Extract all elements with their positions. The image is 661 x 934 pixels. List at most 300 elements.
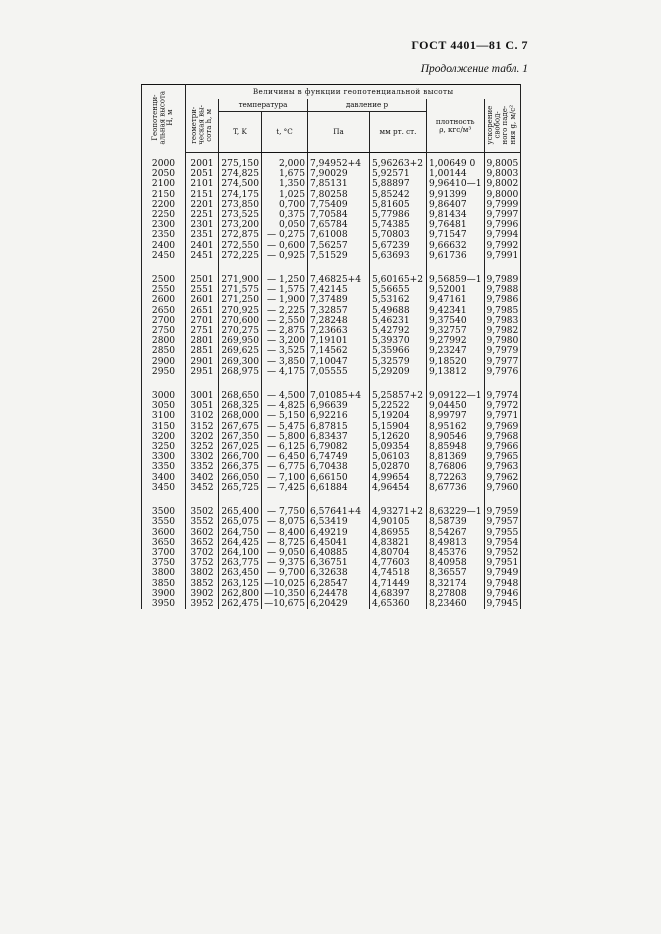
- table-cell: 5,35966: [370, 346, 427, 356]
- table-cell: 8,72263: [427, 473, 485, 483]
- table-cell: — 5,475: [262, 422, 308, 432]
- table-cell: — 0,600: [262, 241, 308, 251]
- table-cell: 3802: [186, 568, 219, 578]
- table-cell: — 3,850: [262, 357, 308, 367]
- table-cell: 9,7986: [484, 295, 521, 305]
- table-cell: — 3,525: [262, 346, 308, 356]
- table-cell: 0,050: [262, 220, 308, 230]
- table-cell: 6,36751: [308, 558, 370, 568]
- table-cell: 5,81605: [370, 200, 427, 210]
- table-cell: 271,250: [219, 295, 262, 305]
- table-cell: 1,025: [262, 190, 308, 200]
- table-cell: 7,28248: [308, 316, 370, 326]
- table-cell: 9,7963: [484, 462, 521, 472]
- table-cell: 8,67736: [427, 483, 485, 493]
- table-row: [142, 401, 521, 411]
- group-spacer: [142, 377, 521, 391]
- table-cell: 4,65360: [370, 599, 427, 609]
- table-cell: 9,13812: [427, 367, 485, 377]
- table-cell: —10,675: [262, 599, 308, 609]
- table-cell: 7,46825+4: [308, 275, 370, 285]
- table-cell: 2401: [186, 241, 219, 251]
- table-cell: 9,7992: [484, 241, 521, 251]
- table-cell: 6,32638: [308, 568, 370, 578]
- spacer-cell: [370, 377, 427, 391]
- table-cell: 8,76806: [427, 462, 485, 472]
- table-cell: 8,27808: [427, 589, 485, 599]
- table-cell: 274,500: [219, 179, 262, 189]
- table-cell: 3952: [186, 599, 219, 609]
- table-cell: 265,075: [219, 517, 262, 527]
- table-cell: 271,900: [219, 275, 262, 285]
- header-gravity-label: ускорение свобод- ного паде- ния g, м/с²: [486, 104, 517, 145]
- table-cell: 2150: [142, 190, 186, 200]
- table-cell: 8,95162: [427, 422, 485, 432]
- table-cell: 9,7976: [484, 367, 521, 377]
- table-cell: — 1,575: [262, 285, 308, 295]
- table-cell: 265,725: [219, 483, 262, 493]
- table-cell: 1,350: [262, 179, 308, 189]
- table-cell: — 0,275: [262, 230, 308, 240]
- table-cell: — 0,925: [262, 251, 308, 261]
- page-header-title: ГОСТ 4401—81 С. 7: [411, 38, 528, 52]
- table-row: [142, 200, 521, 210]
- table-cell: 2651: [186, 306, 219, 316]
- table-cell: 4,68397: [370, 589, 427, 599]
- table-cell: 9,7985: [484, 306, 521, 316]
- table-cell: — 7,425: [262, 483, 308, 493]
- table-cell: 269,300: [219, 357, 262, 367]
- table-cell: 4,86955: [370, 528, 427, 538]
- table-cell: — 8,075: [262, 517, 308, 527]
- table-cell: 7,56257: [308, 241, 370, 251]
- spacer-cell: [142, 377, 186, 391]
- table-cell: 5,09354: [370, 442, 427, 452]
- header-geopotential-height-label: Геопотенци- альная высота H, м: [151, 90, 175, 145]
- table-cell: 9,7977: [484, 357, 521, 367]
- table-cell: 5,63693: [370, 251, 427, 261]
- table-cell: — 2,875: [262, 326, 308, 336]
- table-row: [142, 568, 521, 578]
- spacer-cell: [186, 493, 219, 507]
- table-cell: 5,22522: [370, 401, 427, 411]
- table-cell: 6,74749: [308, 452, 370, 462]
- spacer-cell: [484, 377, 521, 391]
- table-row: [142, 230, 521, 240]
- header-pressure-mmhg: мм рт. ст.: [370, 112, 427, 153]
- table-cell: 7,94952+4: [308, 153, 370, 170]
- table-cell: 9,7999: [484, 200, 521, 210]
- spacer-cell: [142, 493, 186, 507]
- table-cell: 6,40885: [308, 548, 370, 558]
- table-cell: 2450: [142, 251, 186, 261]
- table-row: [142, 316, 521, 326]
- header-pressure-group: давление p: [308, 99, 427, 112]
- table-cell: 3102: [186, 411, 219, 421]
- table-cell: 3152: [186, 422, 219, 432]
- table-cell: 9,8000: [484, 190, 521, 200]
- table-cell: 6,61884: [308, 483, 370, 493]
- table-cell: — 6,125: [262, 442, 308, 452]
- header-geopotential-height: [142, 85, 186, 153]
- table-cell: 3050: [142, 401, 186, 411]
- table-row: [142, 391, 521, 401]
- table-cell: 7,70584: [308, 210, 370, 220]
- table-row: [142, 422, 521, 432]
- spacer-cell: [262, 261, 308, 275]
- table-cell: 266,050: [219, 473, 262, 483]
- spacer-cell: [370, 261, 427, 275]
- table-cell: 9,7997: [484, 210, 521, 220]
- table-row: [142, 190, 521, 200]
- header-pressure-pa: Па: [308, 112, 370, 153]
- table-cell: 3702: [186, 548, 219, 558]
- table-cell: 9,7994: [484, 230, 521, 240]
- table-cell: 9,96410—1: [427, 179, 485, 189]
- table-cell: 9,23247: [427, 346, 485, 356]
- table-cell: 3150: [142, 422, 186, 432]
- table-cell: 5,25857+2: [370, 391, 427, 401]
- table-cell: 9,42341: [427, 306, 485, 316]
- table-cell: 4,71449: [370, 579, 427, 589]
- table-cell: 2000: [142, 153, 186, 170]
- table-cell: 270,275: [219, 326, 262, 336]
- table-cell: 267,350: [219, 432, 262, 442]
- table-cell: 9,7946: [484, 589, 521, 599]
- table-cell: 7,90029: [308, 169, 370, 179]
- table-cell: 274,175: [219, 190, 262, 200]
- table-cell: — 6,450: [262, 452, 308, 462]
- table-cell: 5,29209: [370, 367, 427, 377]
- table-row: [142, 220, 521, 230]
- table-cell: 9,7945: [484, 599, 521, 609]
- table-cell: 9,32757: [427, 326, 485, 336]
- spacer-cell: [427, 493, 485, 507]
- table-row: [142, 210, 521, 220]
- spacer-cell: [308, 377, 370, 391]
- table-cell: 6,20429: [308, 599, 370, 609]
- table-cell: 3902: [186, 589, 219, 599]
- table-cell: 1,00649 0: [427, 153, 485, 170]
- table-cell: 6,57641+4: [308, 507, 370, 517]
- table-cell: 3452: [186, 483, 219, 493]
- table-cell: 2451: [186, 251, 219, 261]
- table-cell: 3202: [186, 432, 219, 442]
- table-cell: 275,150: [219, 153, 262, 170]
- table-cell: 7,05555: [308, 367, 370, 377]
- table-row: [142, 548, 521, 558]
- table-cell: 7,01085+4: [308, 391, 370, 401]
- table-cell: 265,400: [219, 507, 262, 517]
- table-cell: 8,81369: [427, 452, 485, 462]
- header-geometric-height-label: геометри- ческая вы- сота h, м: [189, 104, 213, 145]
- table-cell: 9,7989: [484, 275, 521, 285]
- table-cell: 1,00144: [427, 169, 485, 179]
- table-cell: — 8,400: [262, 528, 308, 538]
- table-cell: 4,80704: [370, 548, 427, 558]
- table-cell: 9,7957: [484, 517, 521, 527]
- table-cell: 4,96454: [370, 483, 427, 493]
- table-row: [142, 579, 521, 589]
- table-cell: 8,32174: [427, 579, 485, 589]
- header-gravity: [484, 99, 521, 153]
- table-cell: 9,7951: [484, 558, 521, 568]
- table-cell: — 1,900: [262, 295, 308, 305]
- table-cell: 2151: [186, 190, 219, 200]
- table-cell: 268,325: [219, 401, 262, 411]
- table-cell: 2351: [186, 230, 219, 240]
- table-cell: 270,925: [219, 306, 262, 316]
- table-cell: 3552: [186, 517, 219, 527]
- table-cell: 9,7969: [484, 422, 521, 432]
- table-cell: 3100: [142, 411, 186, 421]
- table-cell: 9,76481: [427, 220, 485, 230]
- table-cell: 3700: [142, 548, 186, 558]
- header-density: плотность ρ, кгс/м³: [427, 99, 485, 153]
- table-cell: 4,83821: [370, 538, 427, 548]
- table-cell: 3852: [186, 579, 219, 589]
- table-cell: 2700: [142, 316, 186, 326]
- table-cell: 9,7955: [484, 528, 521, 538]
- table-cell: 2001: [186, 153, 219, 170]
- table-row: [142, 295, 521, 305]
- table-cell: 2551: [186, 285, 219, 295]
- table-cell: 2201: [186, 200, 219, 210]
- table-cell: 9,7965: [484, 452, 521, 462]
- table-cell: 9,7960: [484, 483, 521, 493]
- table-row: [142, 589, 521, 599]
- table-cell: 2800: [142, 336, 186, 346]
- table-cell: 7,80258: [308, 190, 370, 200]
- table-row: [142, 306, 521, 316]
- table-cell: 2,000: [262, 153, 308, 170]
- table-cell: 8,90546: [427, 432, 485, 442]
- table-cell: 5,53162: [370, 295, 427, 305]
- spacer-cell: [308, 261, 370, 275]
- table-cell: — 1,250: [262, 275, 308, 285]
- table-cell: 3000: [142, 391, 186, 401]
- table-cell: 5,92571: [370, 169, 427, 179]
- table-cell: 3800: [142, 568, 186, 578]
- table-cell: 272,875: [219, 230, 262, 240]
- table-row: [142, 346, 521, 356]
- table-row: [142, 452, 521, 462]
- table-cell: — 7,750: [262, 507, 308, 517]
- table-cell: 9,7968: [484, 432, 521, 442]
- table-cell: 5,32579: [370, 357, 427, 367]
- group-spacer: [142, 261, 521, 275]
- table-cell: 7,51529: [308, 251, 370, 261]
- table-cell: 7,19101: [308, 336, 370, 346]
- table-cell: 2600: [142, 295, 186, 305]
- table-cell: 6,53419: [308, 517, 370, 527]
- table-row: [142, 285, 521, 295]
- table-cell: 2350: [142, 230, 186, 240]
- table-cell: 5,70803: [370, 230, 427, 240]
- table-cell: 9,47161: [427, 295, 485, 305]
- table-cell: 264,425: [219, 538, 262, 548]
- table-cell: 263,775: [219, 558, 262, 568]
- table-row: [142, 275, 521, 285]
- table-cell: 2250: [142, 210, 186, 220]
- table-row: [142, 473, 521, 483]
- table-cell: 3900: [142, 589, 186, 599]
- table-row: [142, 558, 521, 568]
- table-cell: 2850: [142, 346, 186, 356]
- table-cell: 1,675: [262, 169, 308, 179]
- table-cell: 3850: [142, 579, 186, 589]
- table-cell: 2051: [186, 169, 219, 179]
- table-cell: 7,42145: [308, 285, 370, 295]
- table-cell: 4,77603: [370, 558, 427, 568]
- table-cell: 269,950: [219, 336, 262, 346]
- table-row: [142, 432, 521, 442]
- table-cell: 4,74518: [370, 568, 427, 578]
- table-cell: 7,23663: [308, 326, 370, 336]
- table-cell: 3752: [186, 558, 219, 568]
- table-cell: 3500: [142, 507, 186, 517]
- table-cell: 2301: [186, 220, 219, 230]
- table-row: [142, 442, 521, 452]
- table-cell: — 4,500: [262, 391, 308, 401]
- table-cell: 0,375: [262, 210, 308, 220]
- table-cell: 9,7982: [484, 326, 521, 336]
- table-cell: 8,45376: [427, 548, 485, 558]
- table-cell: 9,7971: [484, 411, 521, 421]
- table-cell: 5,06103: [370, 452, 427, 462]
- table-row: [142, 367, 521, 377]
- table-cell: 8,23460: [427, 599, 485, 609]
- table-cell: 2951: [186, 367, 219, 377]
- spacer-cell: [427, 261, 485, 275]
- table-cell: 6,70438: [308, 462, 370, 472]
- table-cell: 268,650: [219, 391, 262, 401]
- table-cell: 5,67239: [370, 241, 427, 251]
- table-cell: 8,54267: [427, 528, 485, 538]
- table-cell: 2101: [186, 179, 219, 189]
- table-cell: 9,7979: [484, 346, 521, 356]
- table-cell: 2300: [142, 220, 186, 230]
- table-cell: 2100: [142, 179, 186, 189]
- table-cell: 7,14562: [308, 346, 370, 356]
- header-geometric-height: [186, 99, 219, 153]
- table-cell: — 4,175: [262, 367, 308, 377]
- table-cell: 9,52001: [427, 285, 485, 295]
- table-cell: 5,85242: [370, 190, 427, 200]
- table-row: [142, 462, 521, 472]
- table-row: [142, 538, 521, 548]
- table-cell: 2750: [142, 326, 186, 336]
- table-cell: 3450: [142, 483, 186, 493]
- group-spacer: [142, 493, 521, 507]
- table-cell: — 8,725: [262, 538, 308, 548]
- table-cell: 9,09122—1: [427, 391, 485, 401]
- table-cell: 274,825: [219, 169, 262, 179]
- table-cell: 3950: [142, 599, 186, 609]
- table-cell: 9,7952: [484, 548, 521, 558]
- table-cell: 3600: [142, 528, 186, 538]
- table-cell: 3051: [186, 401, 219, 411]
- table-cell: 9,7948: [484, 579, 521, 589]
- table-cell: 2900: [142, 357, 186, 367]
- table-cell: 9,7954: [484, 538, 521, 548]
- table-cell: 9,7991: [484, 251, 521, 261]
- table-cell: 272,550: [219, 241, 262, 251]
- table-cell: 273,850: [219, 200, 262, 210]
- table-cell: 5,56655: [370, 285, 427, 295]
- table-cell: 3602: [186, 528, 219, 538]
- table-cell: 8,36557: [427, 568, 485, 578]
- table-cell: 6,66150: [308, 473, 370, 483]
- table-cell: 9,91399: [427, 190, 485, 200]
- table-cell: 2550: [142, 285, 186, 295]
- table-cell: 6,96639: [308, 401, 370, 411]
- table-cell: —10,350: [262, 589, 308, 599]
- table-cell: 8,63229—1: [427, 507, 485, 517]
- header-T-kelvin: T, K: [219, 112, 262, 153]
- table-cell: 8,49813: [427, 538, 485, 548]
- table-cell: 3400: [142, 473, 186, 483]
- spacer-cell: [262, 377, 308, 391]
- table-cell: 9,7980: [484, 336, 521, 346]
- table-cell: 267,025: [219, 442, 262, 452]
- table-cell: 9,7949: [484, 568, 521, 578]
- header-t-celsius: t, °C: [262, 112, 308, 153]
- spacer-cell: [219, 261, 262, 275]
- table-cell: — 3,200: [262, 336, 308, 346]
- table-cell: 4,90105: [370, 517, 427, 527]
- table-cell: 268,975: [219, 367, 262, 377]
- table-cell: 2851: [186, 346, 219, 356]
- table-cell: 2950: [142, 367, 186, 377]
- table-cell: 2701: [186, 316, 219, 326]
- table-cell: 270,600: [219, 316, 262, 326]
- table-row: [142, 251, 521, 261]
- header-super: Величины в функции геопотенциальной высоты: [186, 85, 521, 100]
- table-cell: 6,24478: [308, 589, 370, 599]
- table-cell: 272,225: [219, 251, 262, 261]
- table-cell: 3750: [142, 558, 186, 568]
- table-cell: 269,625: [219, 346, 262, 356]
- table-cell: 2501: [186, 275, 219, 285]
- table-row: [142, 241, 521, 251]
- table-row: [142, 326, 521, 336]
- table-cell: 9,8005: [484, 153, 521, 170]
- table-cell: 3352: [186, 462, 219, 472]
- table-cell: 6,28547: [308, 579, 370, 589]
- table-cell: 3300: [142, 452, 186, 462]
- table-cell: 9,86407: [427, 200, 485, 210]
- spacer-cell: [142, 261, 186, 275]
- table-cell: 9,7966: [484, 442, 521, 452]
- atmosphere-table: [141, 84, 521, 609]
- table-cell: — 5,150: [262, 411, 308, 421]
- table-cell: 271,575: [219, 285, 262, 295]
- table-row: [142, 336, 521, 346]
- table-cell: 3302: [186, 452, 219, 462]
- table-cell: 9,71547: [427, 230, 485, 240]
- table-cell: 9,7996: [484, 220, 521, 230]
- spacer-cell: [186, 261, 219, 275]
- table-cell: 9,27992: [427, 336, 485, 346]
- table-cell: — 4,825: [262, 401, 308, 411]
- table-cell: 8,40958: [427, 558, 485, 568]
- table-cell: 3001: [186, 391, 219, 401]
- table-cell: 9,18520: [427, 357, 485, 367]
- spacer-cell: [219, 493, 262, 507]
- table-cell: 9,7983: [484, 316, 521, 326]
- table-cell: 3250: [142, 442, 186, 452]
